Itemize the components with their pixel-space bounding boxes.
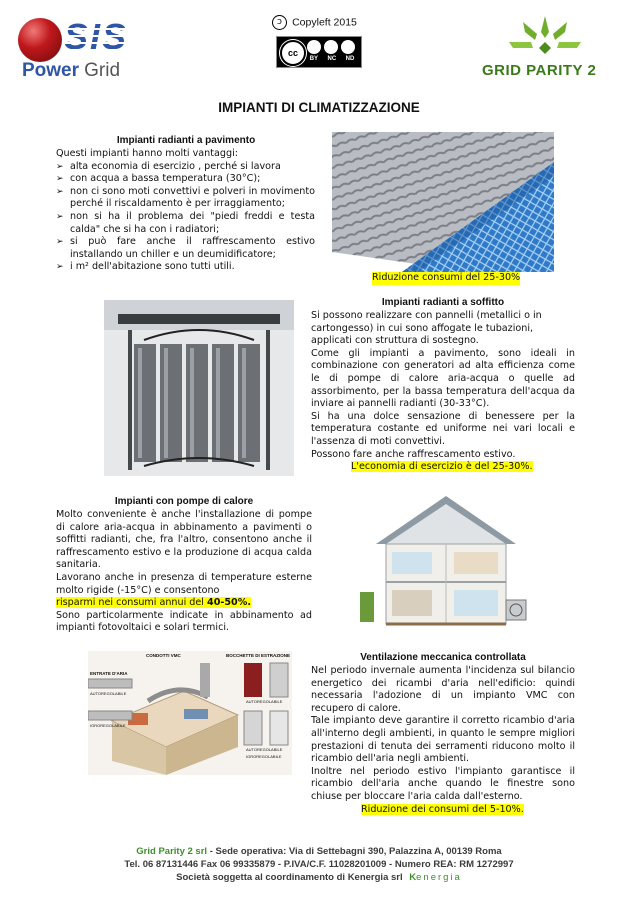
sec1-caption: Riduzione consumi del 25-30%: [372, 272, 521, 283]
grid-parity-text: GRID PARITY 2: [482, 62, 597, 79]
footer-line1: [0, 845, 638, 858]
sec4-p3: Inoltre nel periodo estivo l'impianto garantisce il ricambio dell'aria anche quando le finestre sono chiuse per bloccare l'aria calda dall'esterno.: [311, 765, 575, 802]
footer-line2: Tel. 06 87131446 Fax 06 99335879 - P.IVA/C.F. 11028201009 - Numero REA: RM 1272997: [124, 859, 514, 870]
sec4-p2: Tale impianto deve garantire il corretto ricambio d'aria all'interno degli ambienti, in quanto le sempre migliori prestazioni di tenuta dei serramenti riducono molto il ricambio dell'aria negli ambienti.: [311, 715, 575, 765]
red-sphere-icon: [18, 18, 62, 62]
kenergia-logo: [409, 872, 462, 883]
footer-address: - Sede operativa: Via di Settebagni 390, Palazzina A, 00139 Roma: [207, 846, 502, 857]
sec1-heading: Impianti radianti a pavimento: [116, 135, 256, 146]
cc-logo-icon: cc: [280, 40, 306, 66]
vmc-label-auto2: AUTOREGOLABILE: [246, 699, 283, 704]
footer: [0, 845, 638, 884]
vmc-diagram: [88, 651, 292, 775]
vmc-label-auto1: AUTOREGOLABILE: [90, 691, 127, 696]
list-item: ➢ i m² dell'abitazione sono tutti utili.: [56, 261, 315, 274]
footer-coordination: Società soggetta al coordinamento di Kenergia srl: [176, 872, 403, 883]
vmc-label-bocchette: BOCCHETTE DI ESTRAZIONE: [226, 653, 291, 658]
sec3-p1: Molto conveniente è anche l'installazione di pompe di calore aria-acqua in abbinamento a pavimenti o soffitti radianti, che, fra l'altro, consentono anche il raffrescamento estivo e la produzione di acqua calda sanitaria.: [56, 509, 312, 571]
sec4-highlight: Riduzione dei consumi del 5-10%.: [361, 803, 524, 815]
sec3-highlight: [56, 597, 251, 608]
sec2-heading: Impianti radianti a soffitto: [381, 297, 505, 308]
sec3-heading: Impianti con pompe di calore: [114, 496, 254, 507]
cc-nc-label: NC: [327, 56, 337, 62]
vmc-label-condotti: CONDOTTI VMC: [146, 653, 181, 658]
sec2-p1: Si possono realizzare con pannelli (metallici o in cartongesso) in cui sono affogate le tubazioni, applicati con struttura di sostegno.: [311, 310, 542, 347]
grid-parity-logo: [470, 14, 620, 84]
sec2-body: [311, 310, 575, 474]
sec4-body: [311, 665, 575, 816]
copyleft-text: Copyleft 2015: [292, 16, 357, 29]
cc-nd-icon: [341, 40, 355, 54]
ceiling-panels-photo: [104, 300, 294, 476]
copyleft-notice: [272, 12, 357, 30]
sec3-p2b: risparmi nei consumi annui del: [56, 597, 208, 609]
floor-heating-photo: [332, 132, 554, 272]
list-item: ➢ non ci sono moti convettivi e polveri in movimento perché il riscaldamento è per irraggiamento;: [56, 186, 315, 211]
list-item: ➢ non si ha il problema dei "piedi freddi e testa calda" che si ha con i radiatori;: [56, 211, 315, 236]
sec3-p2c: 40-50%.: [207, 597, 251, 609]
sec2-p4: Possono fare anche raffrescamento estivo.: [311, 448, 516, 460]
sec3-p3: Sono particolarmente indicate in abbinamento ad impianti fotovoltaici e solari termici.: [56, 609, 312, 634]
kenergia-k-icon: K: [409, 872, 417, 883]
sec4-p1: Nel periodo invernale aumenta l'incidenza sul bilancio energetico dei ricambi d'aria nell'edificio: quindi necessaria l'adozione di un impianto VMC con recupero di calore.: [311, 665, 575, 714]
list-item: ➢ alta economia di esercizio , perché si lavora: [56, 161, 315, 174]
logo-grid-text: Grid: [84, 60, 121, 81]
cc-by-label: BY: [309, 56, 319, 62]
sec3-body: [56, 509, 312, 635]
footer-line3: [0, 871, 638, 884]
sec3-p2a: Lavorano anche in presenza di temperature esterne molto rigide (-15°C) e consentono: [56, 571, 312, 596]
copyleft-icon: ↄ: [272, 15, 287, 30]
grid-parity-star-icon: [505, 14, 585, 62]
cc-nd-label: ND: [345, 56, 355, 62]
list-item: ➢ con acqua a bassa temperatura (30°C);: [56, 173, 315, 186]
sec4-heading: Ventilazione meccanica controllata: [360, 652, 526, 663]
vmc-label-igro2: IGROREGOLABILE: [246, 754, 282, 759]
heat-pump-house-illustration: [356, 482, 536, 630]
sec1-body: [56, 148, 315, 274]
footer-company: Grid Parity 2 srl: [136, 846, 208, 857]
kenergia-text: energia: [416, 872, 462, 883]
page-title: IMPIANTI DI CLIMATIZZAZIONE: [218, 100, 420, 115]
list-item: ➢ si può fare anche il raffrescamento estivo installando un chiller e un deumidificatore;: [56, 236, 315, 261]
logo-sis-text: SIS: [64, 16, 129, 57]
vmc-label-igro1: IGROREGOLABILE: [90, 723, 126, 728]
sec2-highlight: L'economia di esercizio è del 25-30%.: [351, 461, 533, 473]
sec1-intro: Questi impianti hanno molti vantaggi:: [56, 148, 238, 159]
cc-nc-icon: [324, 40, 338, 54]
sec2-p2: Come gli impianti a pavimento, sono ideali in combinazione con generatori ad alta efficienza come le di pompe di calore aria-acqua o quelle ad assorbimento, per la bassa temperatura dell'acqua da inviare ai pannelli radianti (30-33°C).: [311, 347, 575, 410]
sec2-p3: Si ha una dolce sensazione di benessere per la temperatura costante ed uniforme nei vari locali e l'assenza di moti convettivi.: [311, 410, 575, 447]
cc-by-icon: [307, 40, 321, 54]
logo-power-text: Power: [22, 60, 80, 81]
sec1-bullet-list: [56, 161, 315, 274]
cc-license-badge: [276, 36, 362, 68]
vmc-label-auto3: AUTOREGOLABILE: [246, 747, 283, 752]
sis-power-grid-logo: [18, 14, 158, 84]
vmc-label-entrate: ENTRATE D'ARIA: [90, 671, 128, 676]
